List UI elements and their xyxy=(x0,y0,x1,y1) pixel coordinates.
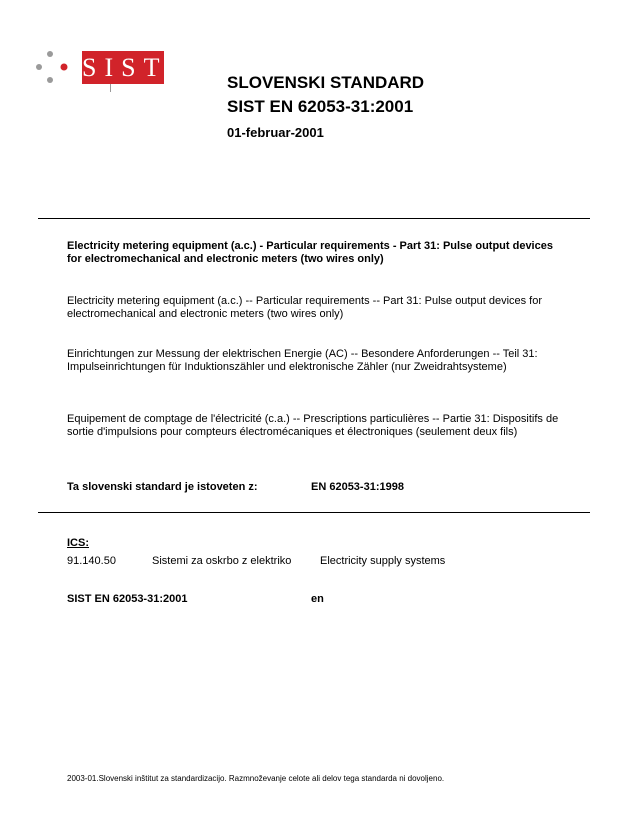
standard-code: SIST EN 62053-31:2001 xyxy=(227,97,414,116)
logo-dot-top xyxy=(47,51,53,57)
identity-value: EN 62053-31:1998 xyxy=(311,481,404,493)
standard-date: 01-februar-2001 xyxy=(227,125,324,140)
top-divider xyxy=(38,218,590,219)
ics-code: 91.140.50 xyxy=(67,555,116,567)
standard-type: SLOVENSKI STANDARD xyxy=(227,73,425,92)
document-code: SIST EN 62053-31:2001 xyxy=(67,593,188,605)
logo-dot-right xyxy=(61,64,68,71)
ics-name-english: Electricity supply systems xyxy=(320,555,446,567)
copyright-footer: 2003-01.Slovenski inštitut za standardizacijo. Razmnoževanje celote ali delov tega standarda ni dovoljeno. xyxy=(67,774,445,783)
logo-dot-left xyxy=(36,64,42,70)
title-french: Equipement de comptage de l'électricité (c.a.) -- Prescriptions particulières -- Partie 31: Dispositifs de sortie d'impulsions pour compteurs électromécaniques et électroniques (seulement deux fils) xyxy=(67,413,559,438)
logo-dot-bottom xyxy=(47,77,53,83)
identity-label: Ta slovenski standard je istoveten z: xyxy=(67,481,258,493)
document-language: en xyxy=(311,593,324,605)
ics-name-slovenian: Sistemi za oskrbo z elektriko xyxy=(152,555,292,567)
title-german: Einrichtungen zur Messung der elektrischen Energie (AC) -- Besondere Anforderungen -- Teil 31: Impulseinrichtungen für Induktionszähler und elektronische Zähler (nur Zweidrahtsysteme) xyxy=(67,348,538,373)
sist-logo: SIST xyxy=(82,53,168,82)
ics-heading: ICS: xyxy=(67,537,89,549)
title-main: Electricity metering equipment (a.c.) - Particular requirements - Part 31: Pulse output devices for electromechanical and electronic meters (two wires only) xyxy=(67,240,553,265)
middle-divider xyxy=(38,512,590,513)
logo-dots-icon xyxy=(34,47,80,87)
logo-divider xyxy=(110,84,111,92)
title-english: Electricity metering equipment (a.c.) -- Particular requirements -- Part 31: Pulse output devices for electromechanical and electronic meters (two wires only) xyxy=(67,295,543,320)
